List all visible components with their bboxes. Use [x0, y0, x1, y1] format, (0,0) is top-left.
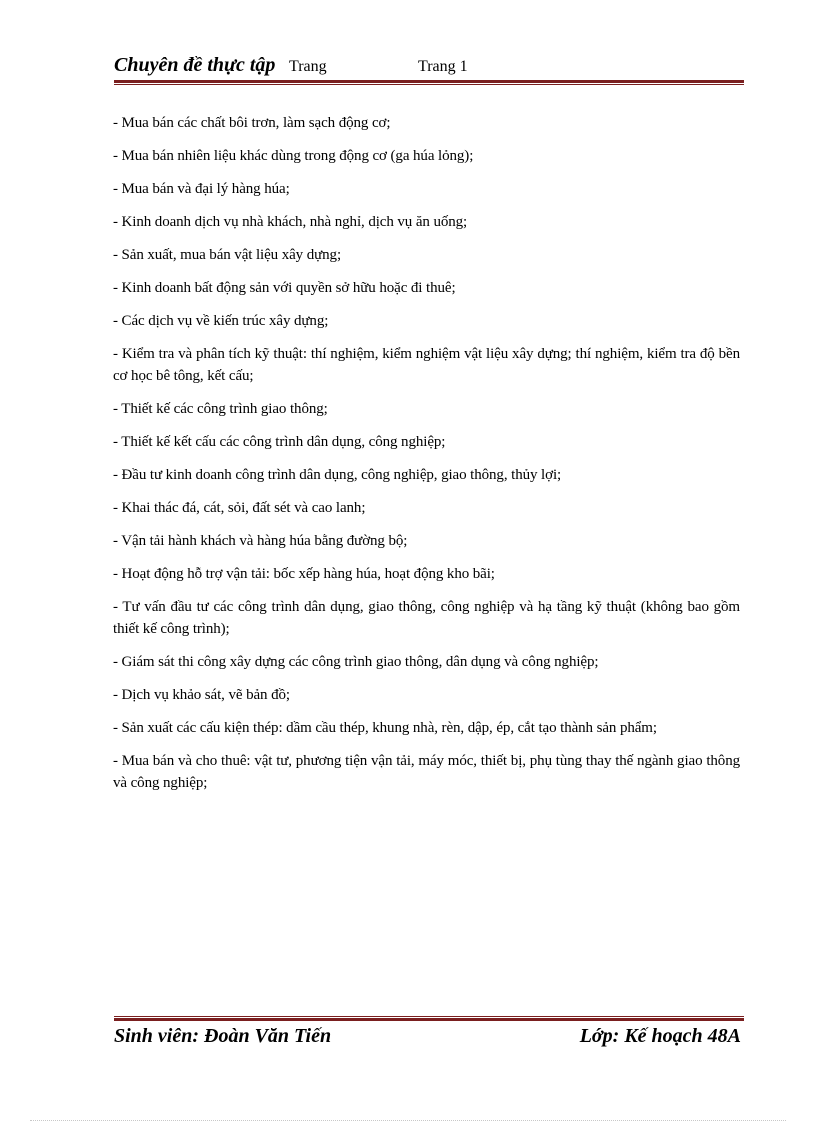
list-item: - Sản xuất các cấu kiện thép: dầm cầu thép, khung nhà, rèn, dập, ép, cắt tạo thành sản phẩm;: [113, 720, 657, 736]
list-item: - Kinh doanh bất động sản với quyền sở hữu hoặc đi thuê;: [113, 280, 456, 296]
list-item: - Thiết kế kết cấu các công trình dân dụng, công nghiệp;: [113, 434, 446, 450]
page-footer: [114, 1025, 741, 1053]
list-item: - Mua bán và cho thuê: vật tư, phương tiện vận tải, máy móc, thiết bị, phụ tùng thay thế ngành giao thông và công nghiệp;: [113, 753, 740, 791]
list-item: - Mua bán nhiên liệu khác dùng trong động cơ (ga húa lỏng);: [113, 148, 474, 164]
student-name: Sinh viên: Đoàn Văn Tiến: [114, 1025, 332, 1047]
page-edge-divider: [30, 1120, 786, 1121]
list-item: - Khai thác đá, cát, sỏi, đất sét và cao lanh;: [113, 500, 366, 516]
list-item: - Mua bán và đại lý hàng húa;: [113, 181, 290, 197]
list-item: - Dịch vụ khảo sát, vẽ bản đồ;: [113, 687, 290, 703]
header-title: Chuyên đề thực tập: [114, 54, 276, 76]
list-item: - Hoạt động hỗ trợ vận tải: bốc xếp hàng húa, hoạt động kho bãi;: [113, 566, 495, 582]
list-item: - Các dịch vụ về kiến trúc xây dựng;: [113, 313, 329, 329]
list-item: - Sản xuất, mua bán vật liệu xây dựng;: [113, 247, 342, 263]
header-rule: [114, 80, 744, 85]
list-item: - Kinh doanh dịch vụ nhà khách, nhà nghỉ, dịch vụ ăn uống;: [113, 214, 468, 230]
class-name: Lớp: Kế hoạch 48A: [579, 1025, 741, 1047]
page-header: [114, 52, 744, 82]
list-item: - Kiểm tra và phân tích kỹ thuật: thí nghiệm, kiểm nghiệm vật liệu xây dựng; thí nghiệm, kiểm tra độ bền cơ học bê tông, kết cấu;: [113, 346, 740, 384]
list-item: - Giám sát thi công xây dựng các công trình giao thông, dân dụng và công nghiệp;: [113, 654, 599, 670]
list-item: - Vận tải hành khách và hàng húa bằng đường bộ;: [113, 533, 408, 549]
list-item: - Mua bán các chất bôi trơn, làm sạch động cơ;: [113, 115, 391, 131]
page-number: Trang 1: [418, 58, 468, 75]
list-item: - Đầu tư kinh doanh công trình dân dụng, công nghiệp, giao thông, thủy lợi;: [113, 467, 562, 483]
footer-rule: [114, 1016, 744, 1021]
list-item: - Thiết kế các công trình giao thông;: [113, 401, 328, 417]
document-body: [113, 112, 740, 805]
header-subtitle: Trang: [289, 58, 327, 75]
list-item: - Tư vấn đầu tư các công trình dân dụng, giao thông, công nghiệp và hạ tầng kỹ thuật (không bao gồm thiết kế công trình);: [113, 599, 740, 637]
